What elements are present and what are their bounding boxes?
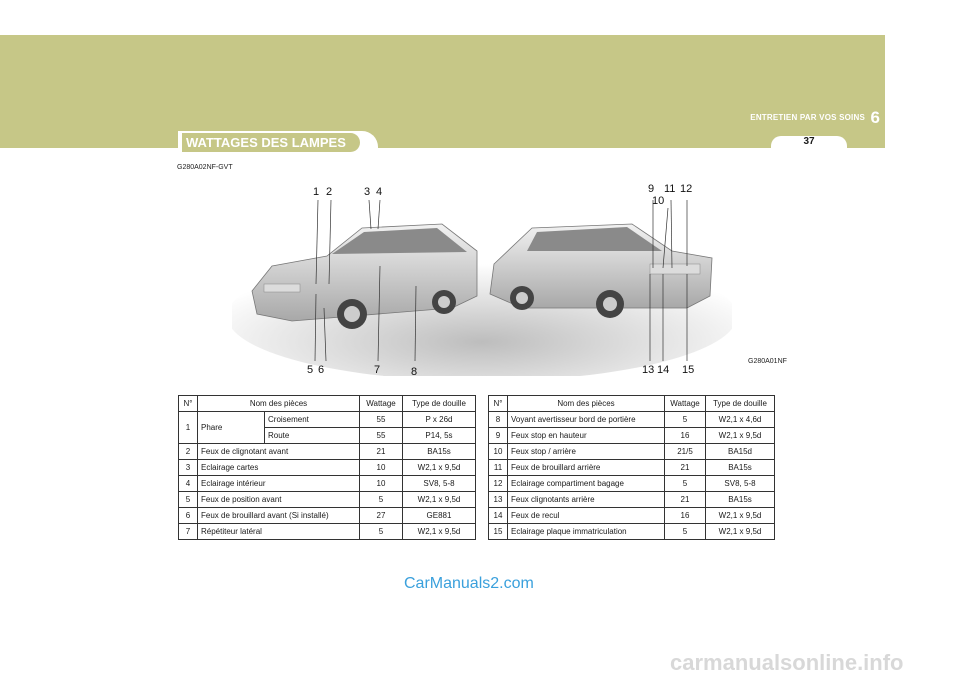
callout-14: 14	[657, 364, 670, 376]
table-row: 12 Eclairage compartiment bagage 5 SV8, 5-8	[489, 476, 775, 492]
callout-3: 3	[364, 186, 371, 198]
table-row: 7 Répétiteur latéral 5 W2,1 x 9,5d	[179, 524, 476, 540]
chapter-number: 6	[870, 108, 880, 127]
watermark-link[interactable]: CarManuals2.com	[404, 575, 534, 592]
table-row: Route 55 P14, 5s	[179, 428, 476, 444]
table-row: 6 Feux de brouillard avant (Si installé) 27 GE881	[179, 508, 476, 524]
front-car-shape	[252, 224, 477, 329]
table-row: 5 Feux de position avant 5 W2,1 x 9,5d	[179, 492, 476, 508]
col-wattage: Wattage	[360, 396, 403, 412]
table-row: 3 Eclairage cartes 10 W2,1 x 9,5d	[179, 460, 476, 476]
table-row: 4 Eclairage intérieur 10 SV8, 5-8	[179, 476, 476, 492]
col-name: Nom des pièces	[508, 396, 665, 412]
lamp-table-left	[178, 395, 476, 540]
watermark-text: carmanualsonline.info	[670, 650, 904, 675]
callout-13: 13	[642, 364, 655, 376]
chapter-header-band	[0, 35, 885, 148]
col-socket: Type de douille	[403, 396, 476, 412]
callout-11: 11	[664, 183, 676, 195]
callout-2: 2	[326, 186, 333, 198]
table-row: 14 Feux de recul 16 W2,1 x 9,5d	[489, 508, 775, 524]
table-row: 1 Phare Croisement 55 P x 26d	[179, 412, 476, 428]
table-header-row	[179, 396, 476, 412]
chapter-title: ENTRETIEN PAR VOS SOINS	[750, 113, 865, 122]
rear-car-shape	[490, 224, 712, 318]
col-num: N°	[489, 396, 508, 412]
image-code: G280A01NF	[748, 358, 787, 365]
callout-6: 6	[318, 364, 325, 376]
col-socket: Type de douille	[706, 396, 775, 412]
callout-8: 8	[411, 366, 418, 378]
callout-1: 1	[313, 186, 320, 198]
table-row: 10 Feux stop / arrière 21/5 BA15d	[489, 444, 775, 460]
lamp-table-right	[488, 395, 775, 540]
table-row: 9 Feux stop en hauteur 16 W2,1 x 9,5d	[489, 428, 775, 444]
callout-10: 10	[652, 195, 665, 207]
callout-12: 12	[680, 183, 693, 195]
section-title: WATTAGES DES LAMPES	[182, 133, 360, 152]
col-num: N°	[179, 396, 198, 412]
table-row: 13 Feux clignotants arrière 21 BA15s	[489, 492, 775, 508]
col-wattage: Wattage	[665, 396, 706, 412]
table-row: 15 Eclairage plaque immatriculation 5 W2,1 x 9,5d	[489, 524, 775, 540]
page-number: 37	[803, 136, 815, 147]
table-row: 8 Voyant avertisseur bord de portière 5 W2,1 x 4,6d	[489, 412, 775, 428]
car-illustration	[232, 196, 732, 376]
table-row: 2 Feux de clignotant avant 21 BA15s	[179, 444, 476, 460]
callout-7: 7	[374, 364, 381, 376]
doc-code: G280A02NF-GVT	[177, 164, 233, 171]
table-row: 11 Feux de brouillard arrière 21 BA15s	[489, 460, 775, 476]
col-name: Nom des pièces	[198, 396, 360, 412]
callout-5: 5	[307, 364, 314, 376]
callout-9: 9	[648, 183, 655, 195]
table-header-row	[489, 396, 775, 412]
callout-4: 4	[376, 186, 383, 198]
callout-15: 15	[682, 364, 695, 376]
